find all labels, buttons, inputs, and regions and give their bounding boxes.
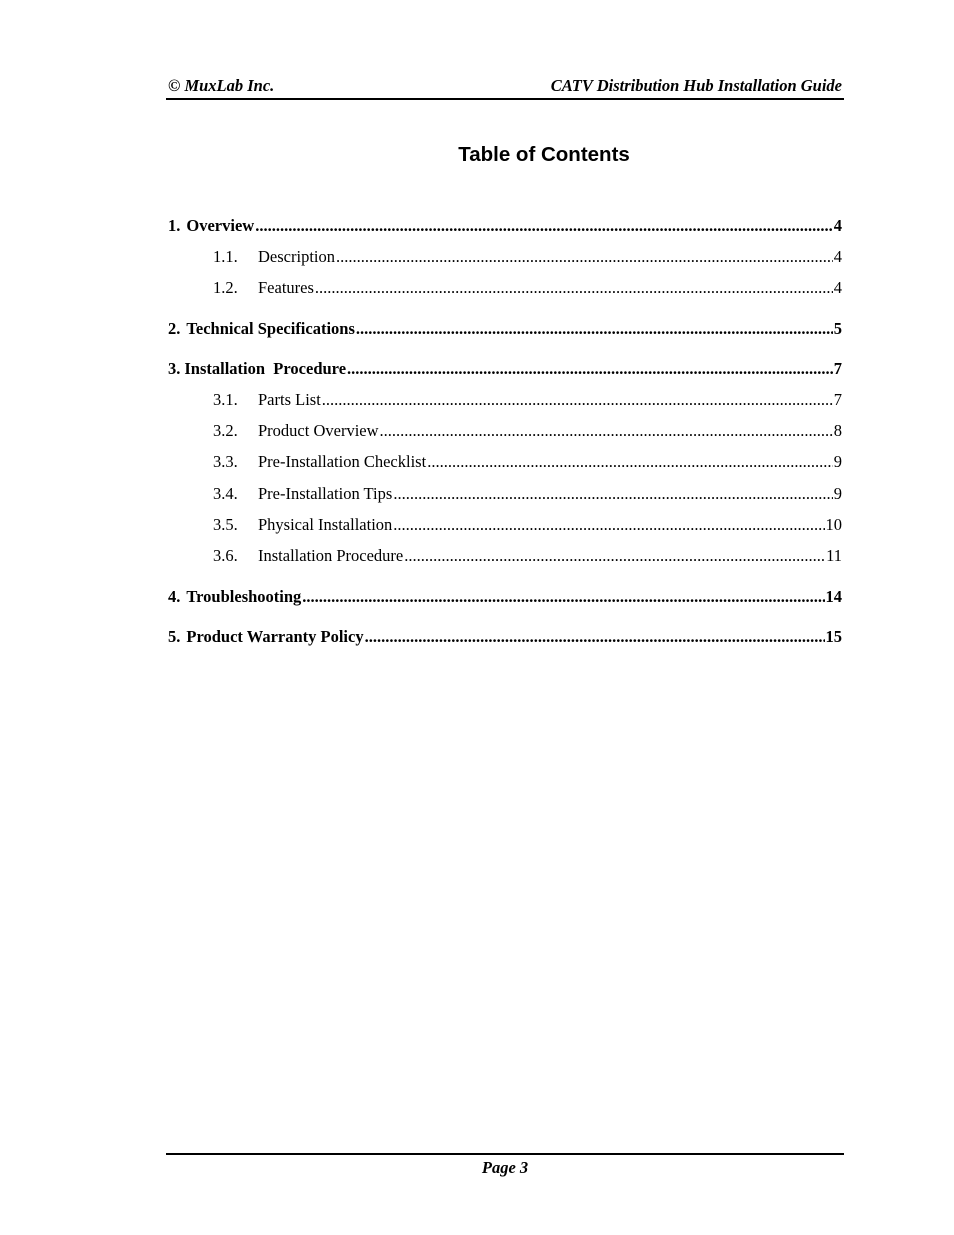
toc-label: Overview [186, 216, 255, 235]
toc-page: 11 [826, 546, 842, 565]
toc-page: 15 [825, 627, 842, 646]
toc-page: 7 [833, 390, 842, 409]
page-header [166, 76, 844, 98]
toc-label: Product Warranty Policy [186, 627, 364, 646]
toc-entry[interactable] [168, 587, 842, 609]
toc-leader [404, 546, 825, 566]
toc-page: 4 [833, 247, 842, 266]
toc-leader [336, 247, 833, 267]
toc-entry[interactable] [168, 359, 842, 381]
toc-label: Installation Procedure [258, 546, 404, 565]
toc-page: 4 [833, 278, 842, 297]
toc-entry[interactable] [213, 484, 842, 506]
toc-page: 10 [825, 515, 842, 534]
toc-label: Installation Procedure [184, 359, 347, 378]
toc-label: Product Overview [258, 421, 379, 440]
toc-label: Parts List [258, 390, 321, 409]
footer-rule [166, 1153, 844, 1155]
header-company: © MuxLab Inc. [168, 76, 275, 95]
toc-number: 1.2. [213, 278, 238, 297]
header-rule [166, 98, 844, 100]
page-title: Table of Contents [458, 143, 630, 166]
toc-entry[interactable] [168, 627, 842, 649]
toc-label: Features [258, 278, 314, 297]
toc-number: 5. [168, 627, 181, 646]
toc-label: Technical Specifications [186, 319, 355, 338]
toc-page: 7 [833, 359, 842, 378]
toc-leader [255, 216, 833, 236]
toc-leader [322, 390, 833, 410]
toc-page: 5 [833, 319, 842, 338]
toc-label: Pre-Installation Checklist [258, 452, 427, 471]
toc-leader [393, 484, 832, 504]
toc-label: Troubleshooting [186, 587, 302, 606]
toc-entry[interactable] [168, 319, 842, 341]
toc-leader [427, 452, 833, 472]
toc-number: 3.6. [213, 546, 238, 565]
page-number: Page 3 [481, 1158, 529, 1177]
toc-page: 8 [833, 421, 842, 440]
toc-leader [347, 359, 833, 379]
toc-leader [365, 627, 825, 647]
toc-number: 3.1. [213, 390, 238, 409]
toc-number: 2. [168, 319, 181, 338]
toc-page: 9 [833, 484, 842, 503]
toc-entry[interactable] [213, 421, 842, 443]
toc-label: Pre-Installation Tips [258, 484, 393, 503]
toc-leader [302, 587, 824, 607]
toc-label: Physical Installation [258, 515, 393, 534]
toc-number: 1. [168, 216, 181, 235]
toc-entry[interactable] [213, 515, 842, 537]
toc-number: 4. [168, 587, 181, 606]
toc-leader [393, 515, 824, 535]
toc-number: 3.2. [213, 421, 238, 440]
toc-leader [356, 319, 833, 339]
toc-leader [315, 278, 833, 298]
toc-entry[interactable] [213, 247, 842, 269]
toc-entry[interactable] [213, 390, 842, 412]
toc-number: 3. [168, 359, 181, 378]
toc-number: 3.5. [213, 515, 238, 534]
toc-entry[interactable] [213, 452, 842, 474]
toc-page: 9 [833, 452, 842, 471]
toc-number: 3.4. [213, 484, 238, 503]
toc-leader [380, 421, 833, 441]
toc-entry[interactable] [168, 216, 842, 238]
toc-page: 14 [825, 587, 842, 606]
toc-page: 4 [833, 216, 842, 235]
toc-number: 1.1. [213, 247, 238, 266]
toc-entry[interactable] [213, 278, 842, 300]
toc-entry[interactable] [213, 546, 842, 568]
toc-label: Description [258, 247, 335, 266]
toc-number: 3.3. [213, 452, 238, 471]
header-document-title: CATV Distribution Hub Installation Guide [550, 76, 842, 95]
